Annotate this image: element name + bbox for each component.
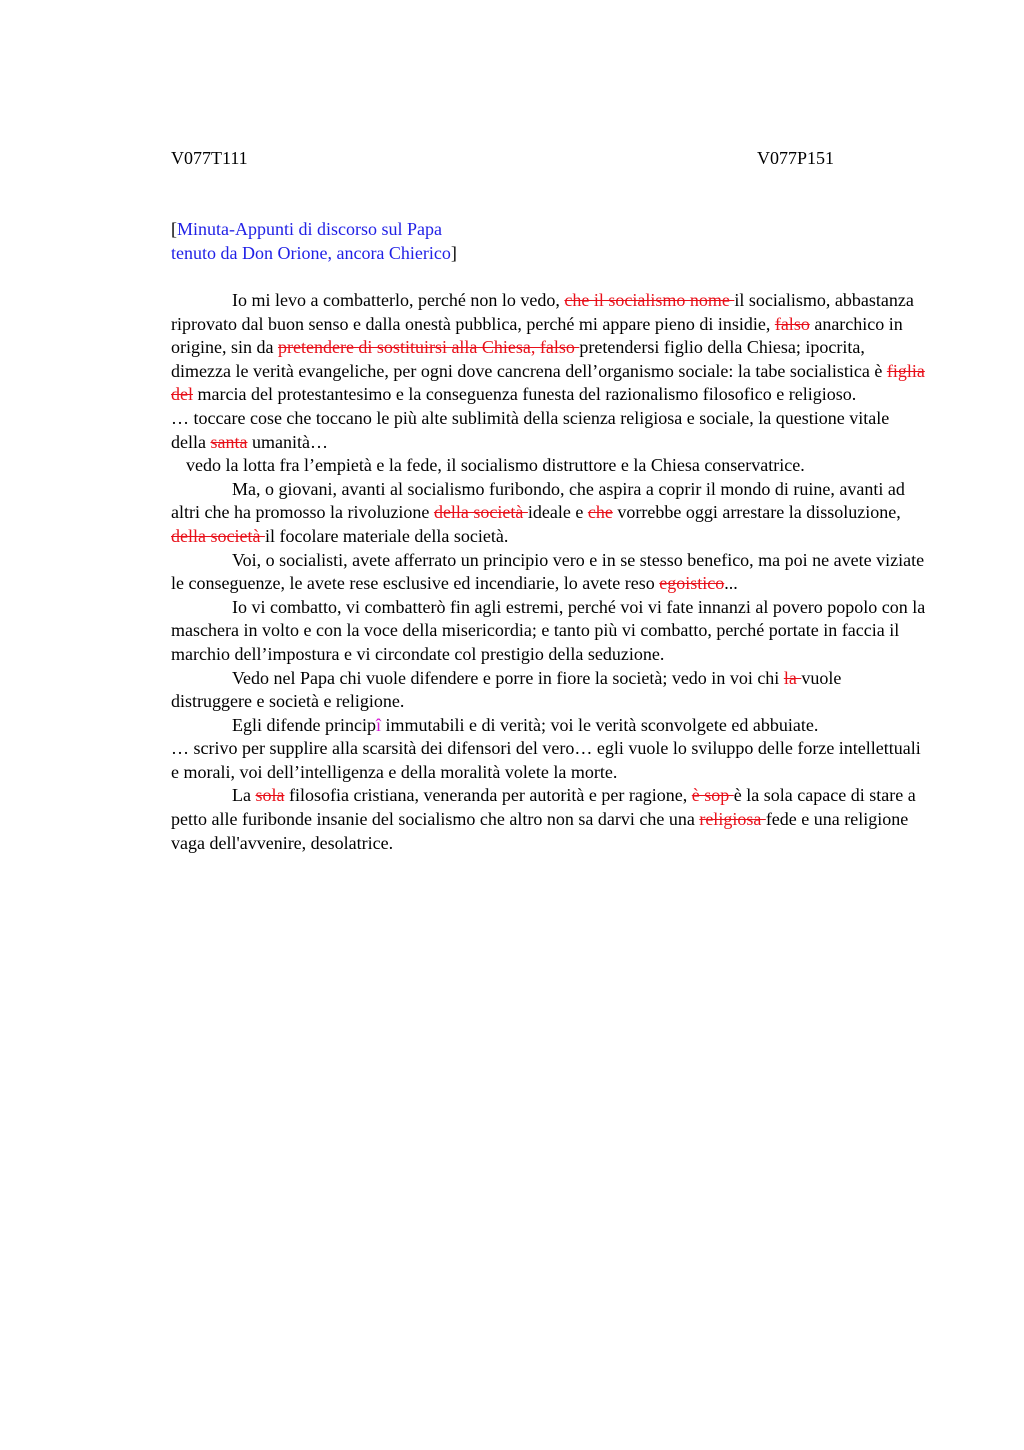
deleted-text: religiosa: [699, 809, 766, 830]
text-segment: La: [232, 785, 256, 806]
deleted-text: della società: [171, 525, 265, 546]
text-segment: il socialismo, abbastanza riprovato dal buon senso e dalla onestà pubblica, perché mi appare pieno di insidie,: [171, 290, 914, 334]
text-segment: è la sola capace di stare a petto alle furibonde insanie del socialismo che altro non sa darvi che una: [171, 785, 916, 830]
heading-open-bracket: [: [171, 219, 177, 239]
inserted-text: î: [375, 714, 381, 735]
text-segment: Vedo nel Papa chi vuole difendere e porre in fiore la società; vedo in voi chi: [232, 667, 784, 688]
text-segment: filosofia cristiana, veneranda per autorità e per ragione,: [284, 785, 692, 806]
deleted-text: che: [587, 502, 613, 523]
paragraph: [171, 784, 926, 855]
text-segment: il focolare materiale della società.: [264, 525, 509, 546]
text-segment: Voi, o socialisti, avete afferrato un principio vero e in se stesso benefico, ma poi ne avete viziate le conseguenze, le avete rese esclusive ed incendiarie, lo avete reso: [171, 549, 925, 594]
text-segment: vuole distruggere e società e religione.: [171, 667, 842, 712]
document-codes: [171, 145, 926, 171]
deleted-text: figlia del: [171, 360, 925, 405]
document-code-left: V077T111: [171, 148, 248, 168]
paragraph: [171, 289, 926, 407]
paragraph: [171, 667, 926, 714]
text-segment: Io vi combatto, vi combatterò fin agli estremi, perché voi vi fate innanzi al povero popolo con la maschera in volto e con la voce della misericordia; e tanto più vi combatto, perché portate in faccia il marchio dell’impostura e vi circondate col prestigio della seduzione.: [171, 596, 926, 664]
heading-line-2: tenuto da Don Orione, ancora Chierico: [171, 243, 451, 263]
deleted-text: falso: [774, 313, 810, 334]
text-segment: Egli difende princip: [232, 714, 376, 735]
deleted-text: sola: [255, 785, 285, 806]
text-segment: vorrebbe oggi arrestare la dissoluzione,: [612, 502, 901, 523]
deleted-text: è sop: [691, 785, 734, 806]
text-segment: Io mi levo a combatterlo, perché non lo vedo,: [232, 290, 565, 310]
heading-close-bracket: ]: [450, 243, 457, 263]
text-segment: … scrivo per supplire alla scarsità dei difensori del vero… egli vuole lo sviluppo delle forze intellettuali e morali, voi dell’intelligenza e della moralità volete la morte.: [171, 738, 921, 782]
text-segment: … toccare cose che toccano le più alte sublimità della scienza religiosa e sociale, la questione vitale della: [171, 407, 890, 452]
document-body: [171, 289, 926, 855]
deleted-text: che il socialismo nome: [564, 290, 735, 310]
text-segment: ...: [724, 573, 738, 594]
paragraph: [171, 549, 926, 596]
document-heading: [171, 217, 926, 265]
paragraph: [171, 407, 926, 454]
paragraph: [171, 737, 926, 784]
heading-line-1: Minuta-Appunti di discorso sul Papa: [177, 219, 442, 239]
text-segment: Ma, o giovani, avanti al socialismo furibondo, che aspira a coprir il mondo di ruine, avanti ad altri che ha promosso la rivoluzione: [171, 478, 905, 523]
text-segment: immutabili e di verità; voi le verità sconvolgete ed abbuiate.: [380, 714, 819, 735]
paragraph: [171, 596, 926, 667]
deleted-text: della società: [433, 502, 528, 523]
text-segment: marcia del protestantesimo e la conseguenza funesta del razionalismo filosofico e religioso.: [193, 384, 857, 405]
paragraph: [171, 454, 926, 478]
text-segment: umanità…: [247, 431, 328, 452]
document-code-right: V077P151: [757, 148, 835, 168]
text-segment: anarchico in origine, sin da: [171, 313, 903, 358]
deleted-text: la: [783, 667, 802, 688]
text-segment: vedo la lotta fra l’empietà e la fede, il socialismo distruttore e la Chiesa conservatrice.: [186, 455, 805, 476]
paragraph: [171, 714, 926, 738]
paragraph: [171, 478, 926, 549]
deleted-text: pretendere di sostituirsi alla Chiesa, falso: [277, 337, 580, 358]
deleted-text: egoistico: [659, 573, 725, 594]
text-segment: ideale e: [527, 502, 588, 523]
deleted-text: santa: [210, 431, 248, 452]
text-segment: pretendersi figlio della Chiesa; ipocrita, dimezza le verità evangeliche, per ogni dove cancrena dell’organismo sociale: la tabe socialistica è: [171, 337, 887, 381]
document-page: [171, 145, 926, 855]
text-segment: fede e una religione vaga dell'avvenire, desolatrice.: [171, 809, 909, 853]
